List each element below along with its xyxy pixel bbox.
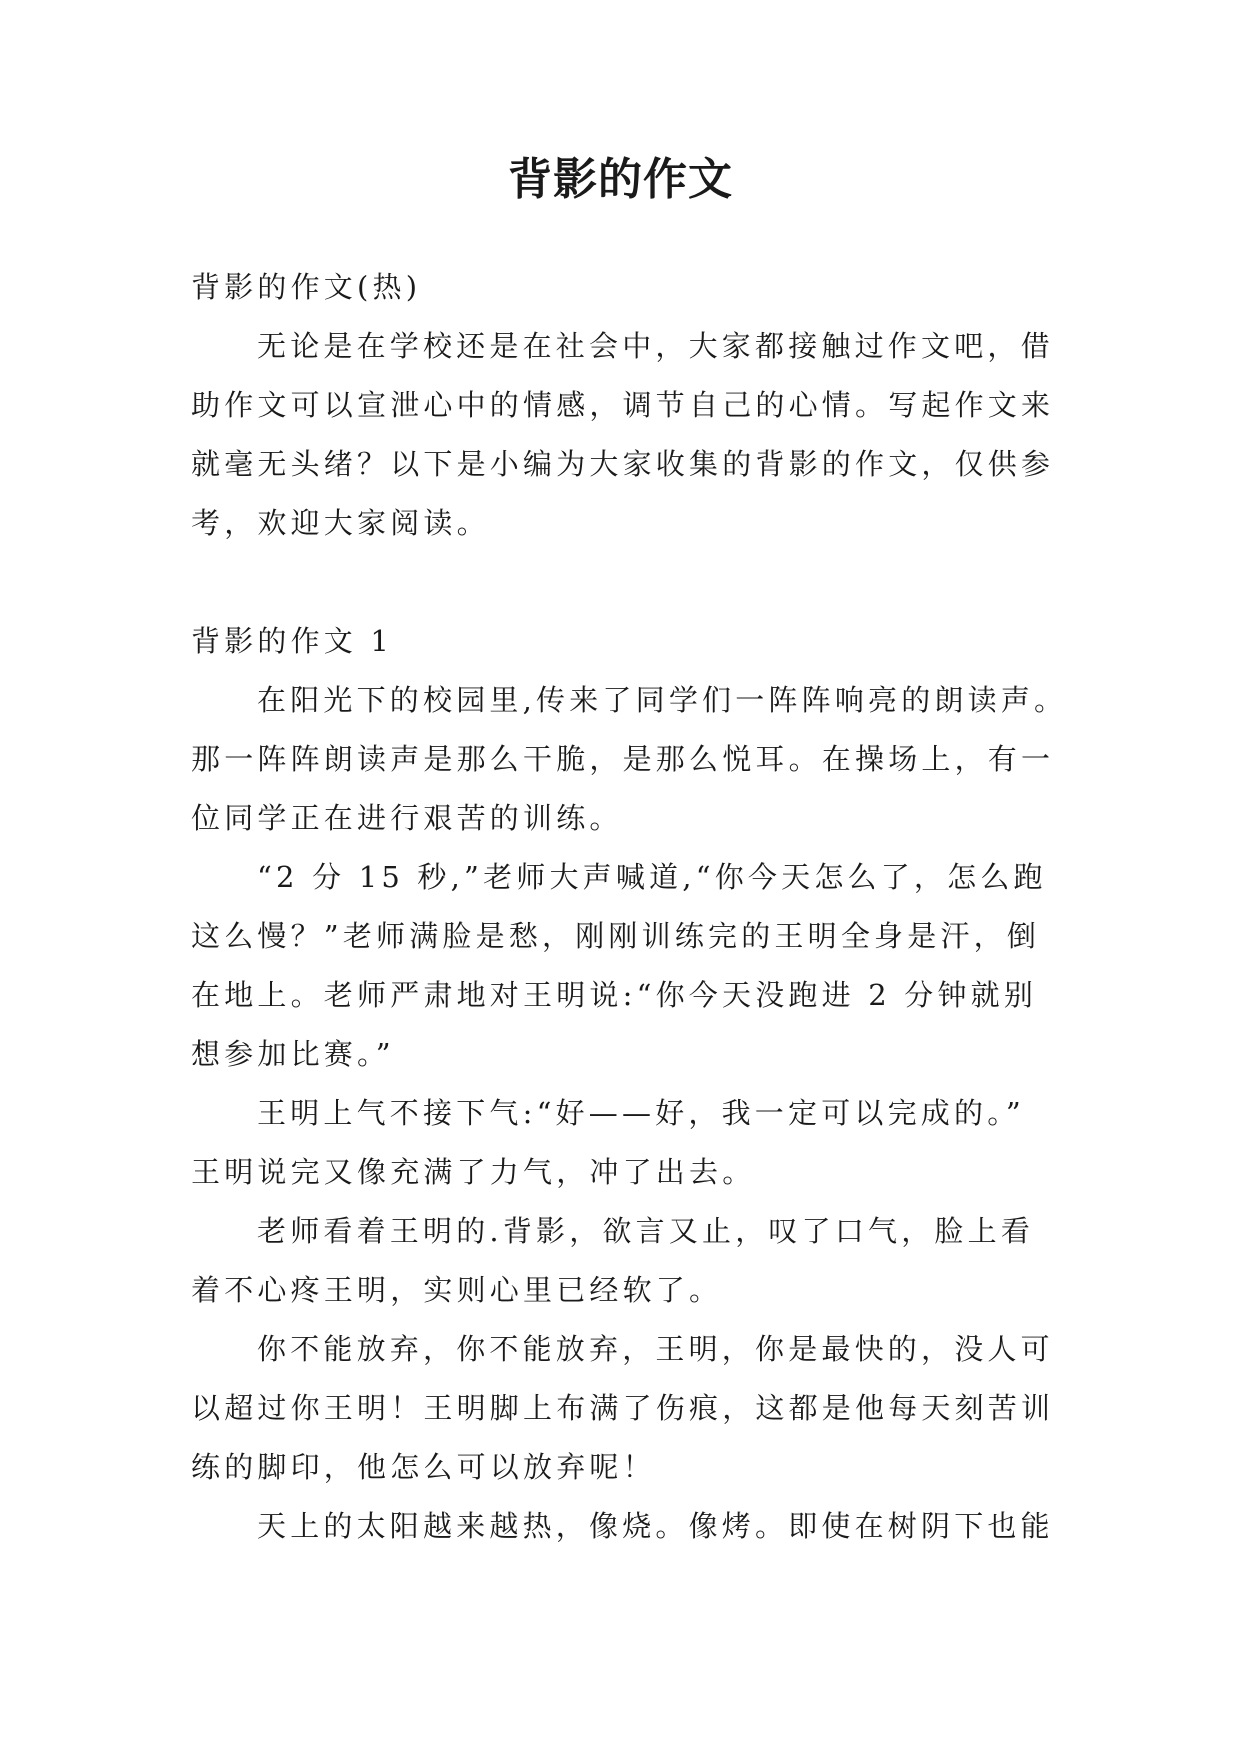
text-line: 天上的太阳越来越热，像烧。像烤。即使在树阴下也能 — [257, 1509, 1054, 1543]
document-title: 背影的作文 — [508, 154, 733, 205]
text-line: 助作文可以宣泄心中的情感，调节自己的心情。写起作文来 — [191, 388, 1055, 422]
intro-paragraph — [191, 317, 1057, 553]
text-line: 考，欢迎大家阅读。 — [191, 506, 490, 540]
intro-heading: 背影的作文(热) — [191, 270, 422, 304]
essay-paragraph — [191, 671, 1068, 848]
text-line: 位同学正在进行艰苦的训练。 — [191, 801, 623, 835]
essay-paragraph — [191, 1320, 1057, 1497]
essay-paragraph — [191, 1202, 1057, 1320]
essay-paragraph — [191, 848, 1057, 1084]
text-line: 这么慢？”老师满脸是愁，刚刚训练完的王明全身是汗，倒 — [191, 919, 1041, 953]
essay-paragraph — [191, 1084, 1057, 1202]
text-line: 你不能放弃，你不能放弃，王明，你是最快的，没人可 — [257, 1332, 1054, 1366]
essay-heading: 背影的作文 1 — [191, 624, 394, 658]
text-line: 无论是在学校还是在社会中，大家都接触过作文吧，借 — [257, 329, 1054, 363]
text-line: 在阳光下的校园里,传来了同学们一阵阵响亮的朗读声。 — [257, 683, 1068, 717]
text-line: 练的脚印，他怎么可以放弃呢！ — [191, 1450, 656, 1484]
text-line: 想参加比赛。” — [191, 1037, 395, 1071]
text-line: 着不心疼王明，实则心里已经软了。 — [191, 1273, 723, 1307]
text-line: “2 分 15 秒,”老师大声喊道,“你今天怎么了，怎么跑 — [257, 860, 1047, 894]
essay-paragraph — [191, 1497, 1057, 1556]
text-line: 以超过你王明！王明脚上布满了伤痕，这都是他每天刻苦训 — [191, 1391, 1055, 1425]
text-line: 那一阵阵朗读声是那么干脆，是那么悦耳。在操场上，有一 — [191, 742, 1055, 776]
text-line: 在地上。老师严肃地对王明说:“你今天没跑进 2 分钟就别 — [191, 978, 1038, 1012]
text-line: 老师看着王明的.背影，欲言又止，叹了口气，脸上看 — [257, 1214, 1035, 1248]
document-body — [191, 258, 1068, 1556]
text-line: 王明说完又像充满了力气，冲了出去。 — [191, 1155, 756, 1189]
text-line: 就毫无头绪？以下是小编为大家收集的背影的作文，仅供参 — [191, 447, 1055, 481]
text-line: 王明上气不接下气:“好——好，我一定可以完成的。” — [257, 1096, 1025, 1130]
paragraph-gap — [191, 553, 1057, 612]
